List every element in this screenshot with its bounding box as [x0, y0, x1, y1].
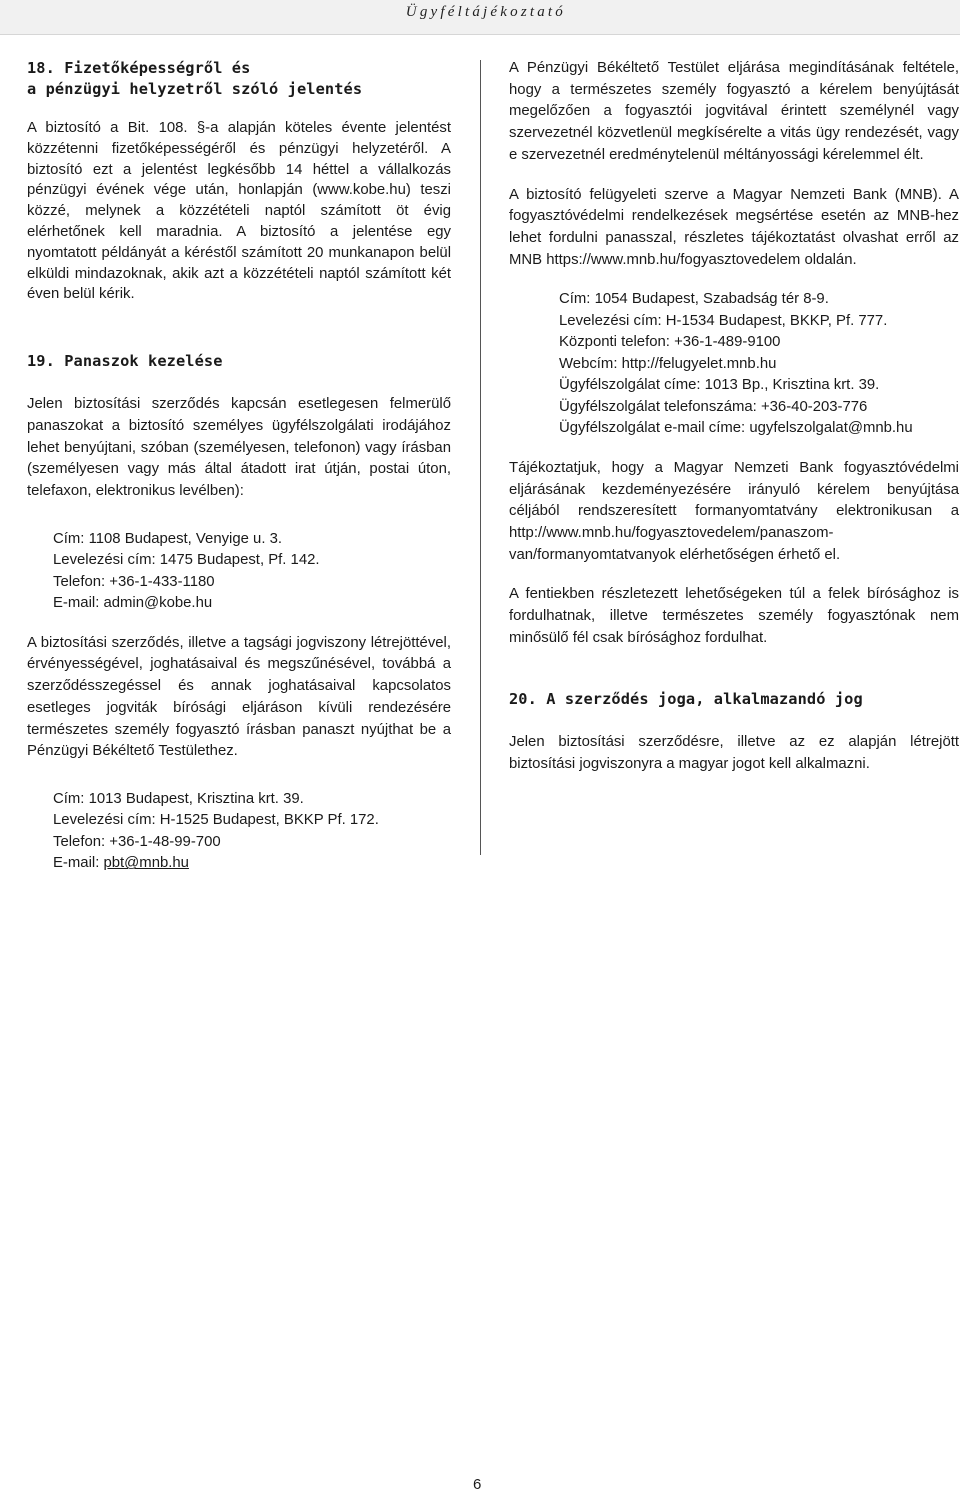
mnb-address-block	[559, 289, 959, 440]
section-18-text-1: A biztosító a Bit. 108. §-a alapján köteles évente jelentést közzétenni fizetőképességéről és pénzügyi helyzetéről. A biztosító ezt a jelentést legkésőbb 14 héttel a vállalkozás pénzügyi évének vége után, honlapján (www.kobe.hu) teszi közzé, melynek a közzétételi naptól számított öt évig elérhetőnek kell maradnia.	[27, 120, 451, 240]
page-number: 6	[473, 1476, 482, 1493]
column-divider	[480, 60, 481, 855]
mnb-postal-address: Levelezési cím: H-1534 Budapest, BKKP, Pf. 777.	[559, 312, 888, 329]
mnb-service-phone: Ügyfélszolgálat telefonszáma: +36-40-203-776	[559, 398, 868, 415]
mnb-service-address: Ügyfélszolgálat címe: 1013 Bp., Krisztina krt. 39.	[559, 377, 880, 394]
mnb-web: Webcím: http://felugyelet.mnb.hu	[559, 355, 777, 372]
section-20-heading: 20. A szerződés joga, alkalmazandó jog	[509, 690, 863, 709]
pbt-email: E-mail: pbt@mnb.hu	[53, 855, 189, 872]
section-19-heading: 19. Panaszok kezelése	[27, 352, 223, 371]
kobe-phone: Telefon: +36-1-433-1180	[53, 573, 215, 590]
mnb-form-paragraph: Tájékoztatjuk, hogy a Magyar Nemzeti Bank fogyasztóvédelmi eljárásának kezdeményezésére irányuló kérelem benyújtása céljából rendszeresített formanyomtatvány elektronikusan a http://www.mnb.hu/fogyasztovedelem/panaszom-van/formanyomtatvanyok elérhetőségen érhető el.	[509, 459, 959, 563]
right-column	[509, 58, 959, 776]
section-18-heading: 18. Fizetőképességről és a pénzügyi helyzetről szóló jelentés	[27, 59, 363, 98]
pbt-phone: Telefon: +36-1-48-99-700	[53, 833, 221, 850]
pbt-email-link[interactable]: pbt@mnb.hu	[103, 855, 189, 872]
kobe-postal-address: Levelezési cím: 1475 Budapest, Pf. 142.	[53, 552, 320, 569]
section-18-text-2: A biztosító a jelentése egy nyomtatott példányát a kéréstől számított 20 munkanapon belül elküldi mindazoknak, akik azt a közzétételi naptól számított két éven belül kérik.	[27, 223, 451, 303]
header-title: Ügyféltájékoztató	[405, 4, 566, 20]
court-paragraph: A fentiekben részletezett lehetőségeken túl a felek bírósághoz is fordulhatnak, illetve természetes személy fogyasztónak nem minősülő fél csak bírósághoz fordulhat.	[509, 586, 959, 646]
mnb-service-email: Ügyfélszolgálat e-mail címe: ugyfelszolgalat@mnb.hu	[559, 420, 913, 437]
supervisory-paragraph: A biztosító felügyeleti szerve a Magyar Nemzeti Bank (MNB). A fogyasztóvédelmi rendelkezések megsértése esetén az MNB-hez lehet fordulni panasszal, részletes tájékoztatást olvashat erről az MNB https://www.mnb.hu/fogyasztovedelem oldalán.	[509, 186, 959, 268]
section-19-paragraph-1: Jelen biztosítási szerződés kapcsán esetlegesen felmerülő panaszokat a biztosító személyes ügyfélszolgálati irodájához lehet benyújtani, szóban (személyesen, telefonon) vagy írásban (személyesen vagy más által átadott irat útján, postai úton, telefaxon, elektronikus levélben):	[27, 396, 451, 499]
section-19-paragraph-2: A biztosítási szerződés, illetve a tagsági jogviszony létrejöttével, érvényességével, joghatásaival és megszűnésével, továbbá a szerződésszegéssel és annak joghatásaival kapcsolatos esetleges jogviták bírósági eljáráson kívüli rendezésére természetes személy fogyasztó írásban panaszt nyújthat be a Pénzügyi Békéltető Testülethez.	[27, 634, 451, 760]
kobe-address: Cím: 1108 Budapest, Venyige u. 3.	[53, 530, 283, 547]
kobe-address-block	[53, 529, 451, 615]
kobe-email: E-mail: admin@kobe.hu	[53, 595, 213, 612]
pbt-postal-address: Levelezési cím: H-1525 Budapest, BKKP Pf. 172.	[53, 812, 379, 829]
mnb-address: Cím: 1054 Budapest, Szabadság tér 8-9.	[559, 291, 829, 308]
section-18-paragraph	[27, 118, 451, 305]
left-column	[27, 58, 451, 875]
pbt-address: Cím: 1013 Budapest, Krisztina krt. 39.	[53, 790, 304, 807]
pbt-procedure-paragraph: A Pénzügyi Békéltető Testület eljárása megindításának feltétele, hogy a természetes személy fogyasztó a kérelem benyújtását megelőzően a fogyasztói jogvitával érintett személynél vagy szervezetnél közvetlenül megkísérelte a vitás ügy rendezését, vagy e szervezetnél eredménytelenül méltányossági kérelemmel élt.	[509, 60, 959, 163]
section-20-paragraph: Jelen biztosítási szerződésre, illetve az ez alapján létrejött biztosítási jogviszonyra a magyar jogot kell alkalmazni.	[509, 734, 959, 773]
page-header	[0, 0, 960, 35]
mnb-phone: Központi telefon: +36-1-489-9100	[559, 334, 781, 351]
pbt-address-block	[53, 789, 451, 875]
